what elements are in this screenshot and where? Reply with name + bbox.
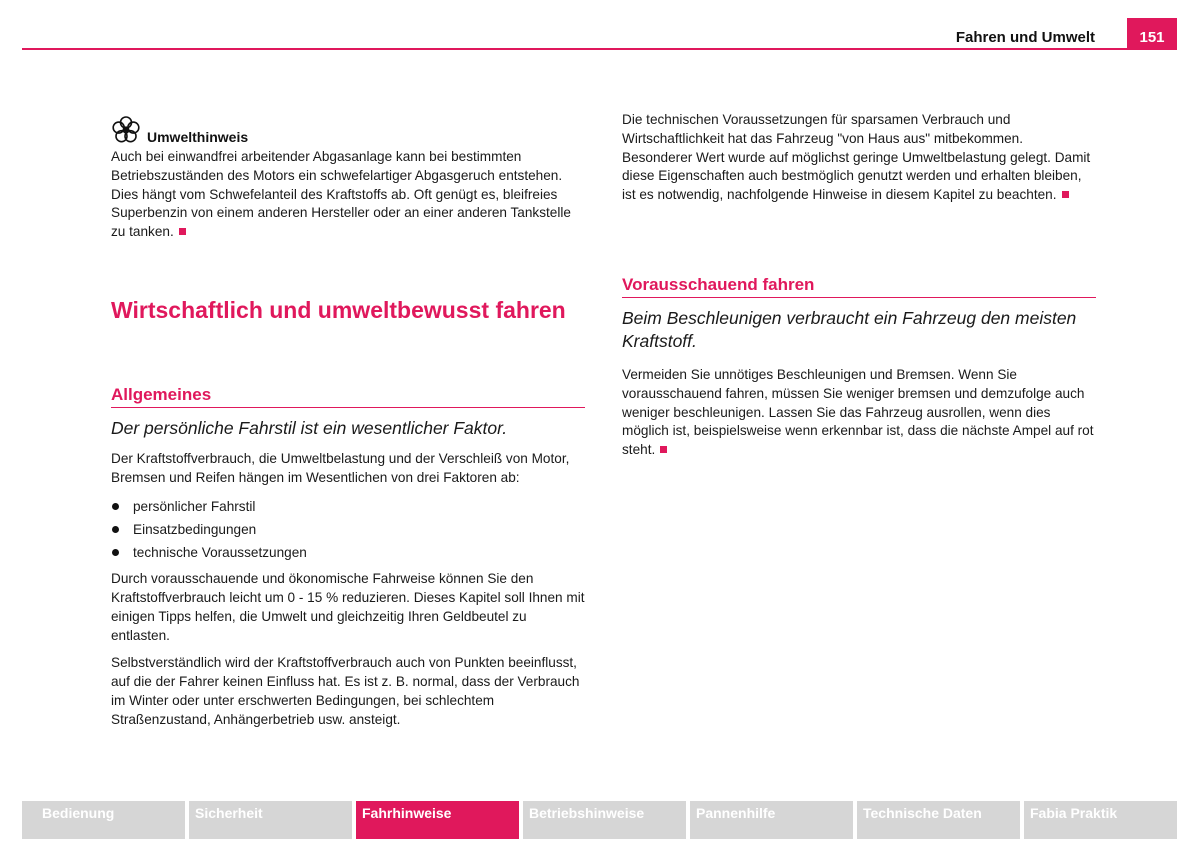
note-header [111, 115, 585, 145]
end-marker-icon [179, 228, 186, 235]
header-rule [22, 48, 1177, 50]
section-title-allgemeines: Allgemeines [111, 385, 585, 408]
tab-bedienung[interactable]: Bedienung [22, 801, 185, 839]
list-item-text: persönlicher Fahrstil [133, 498, 256, 514]
section-body-right [622, 366, 1096, 460]
bullet-icon [112, 549, 119, 556]
environment-note [111, 115, 585, 242]
note-body [111, 148, 585, 242]
section-title-vorausschauend: Vorausschauend fahren [622, 275, 1096, 298]
chapter-title: Fahren und Umwelt [955, 29, 1095, 46]
tab-pannenhilfe[interactable]: Pannenhilfe [690, 801, 853, 839]
section-intro: Der Kraftstoffverbrauch, die Umweltbelastung und der Verschleiß von Motor, Bremsen und Reifen hängen im Wesentlichen von drei Faktoren ab: [111, 451, 570, 485]
list-item-text: technische Voraussetzungen [133, 544, 307, 560]
tab-betriebshinweise[interactable]: Betriebshinweise [523, 801, 686, 839]
right-intro [622, 111, 1096, 205]
end-marker-icon [660, 446, 667, 453]
section-vorausschauend [622, 275, 1096, 460]
right-intro-block [622, 111, 1096, 205]
main-heading-block [111, 295, 585, 325]
tab-technische-daten[interactable]: Technische Daten [857, 801, 1020, 839]
section-lead: Der persönliche Fahrstil ist ein wesentlicher Faktor. [111, 418, 508, 438]
bullet-icon [112, 526, 119, 533]
note-title: Umwelthinweis [147, 129, 249, 145]
section-lead-right: Beim Beschleunigen verbraucht ein Fahrzeug den meisten Kraftstoff. [622, 308, 1077, 351]
right-intro-text: Die technischen Voraussetzungen für sparsamen Verbrauch und Wirtschaftlichkeit hat das Fahrzeug "von Haus aus" mitbekommen. Besonderer Wert wurde auf möglichst geringe Umweltbelastung gelegt. Damit diese Eigenschaften auch bestmöglich genutzt werden und erhalten bleiben, ist es notwendig, nachfolgende Hinweise in diesem Kapitel zu beachten. [622, 112, 1091, 203]
list-item [111, 498, 585, 521]
list-item [111, 544, 585, 567]
section-body-text: Vermeiden Sie unnötiges Beschleunigen und Bremsen. Wenn Sie vorausschauend fahren, müssen Sie weniger bremsen und demzufolge auch weniger beschleunigen. Lassen Sie das Fahrzeug ausrollen, wenn dies möglich ist, beispielsweise wenn erkennbar ist, dass die nächste Ampel auf rot steht. [622, 367, 1094, 458]
tab-fahrhinweise[interactable]: Fahrhinweise [356, 801, 519, 839]
tab-sicherheit[interactable]: Sicherheit [189, 801, 352, 839]
note-text: Auch bei einwandfrei arbeitender Abgasanlage kann bei bestimmten Betriebszuständen des Motors ein schwefelartiger Abgasgeruch entstehen. Dies hängt vom Schwefelanteil des Kraftstoffs ab. Oft genügt es, bleifreies Superbenzin von einem anderen Hersteller oder an einer anderen Tankstelle zu tanken. [111, 149, 571, 240]
section-allgemeines [111, 385, 585, 730]
paragraph-influence: Selbstverständlich wird der Kraftstoffverbrauch auch von Punkten beeinflusst, auf die der Fahrer keinen Einfluss hat. Es ist z. B. normal, dass der Verbrauch im Winter oder unter erschwerten Bedingungen, bei schlechtem Straßenzustand, Anhängerbetrieb usw. ansteigt. [111, 655, 580, 727]
list-item [111, 521, 585, 544]
factor-list [111, 498, 585, 568]
end-marker-icon [1062, 191, 1069, 198]
list-item-text: Einsatzbedingungen [133, 521, 257, 537]
chapter-tabs [22, 801, 1177, 839]
bullet-icon [112, 503, 119, 510]
tab-fabia-praktik[interactable]: Fabia Praktik [1024, 801, 1177, 839]
paragraph-reduction: Durch vorausschauende und ökonomische Fahrweise können Sie den Kraftstoffverbrauch leicht um 0 - 15 % reduzieren. Dieses Kapitel soll Ihnen mit einigen Tipps helfen, die Umwelt und gleichzeitig Ihren Geldbeutel zu entlasten. [111, 571, 585, 643]
flower-icon [111, 115, 141, 145]
main-heading: Wirtschaftlich und umweltbewusst fahren [111, 297, 566, 323]
page-number: 151 [1127, 18, 1177, 50]
